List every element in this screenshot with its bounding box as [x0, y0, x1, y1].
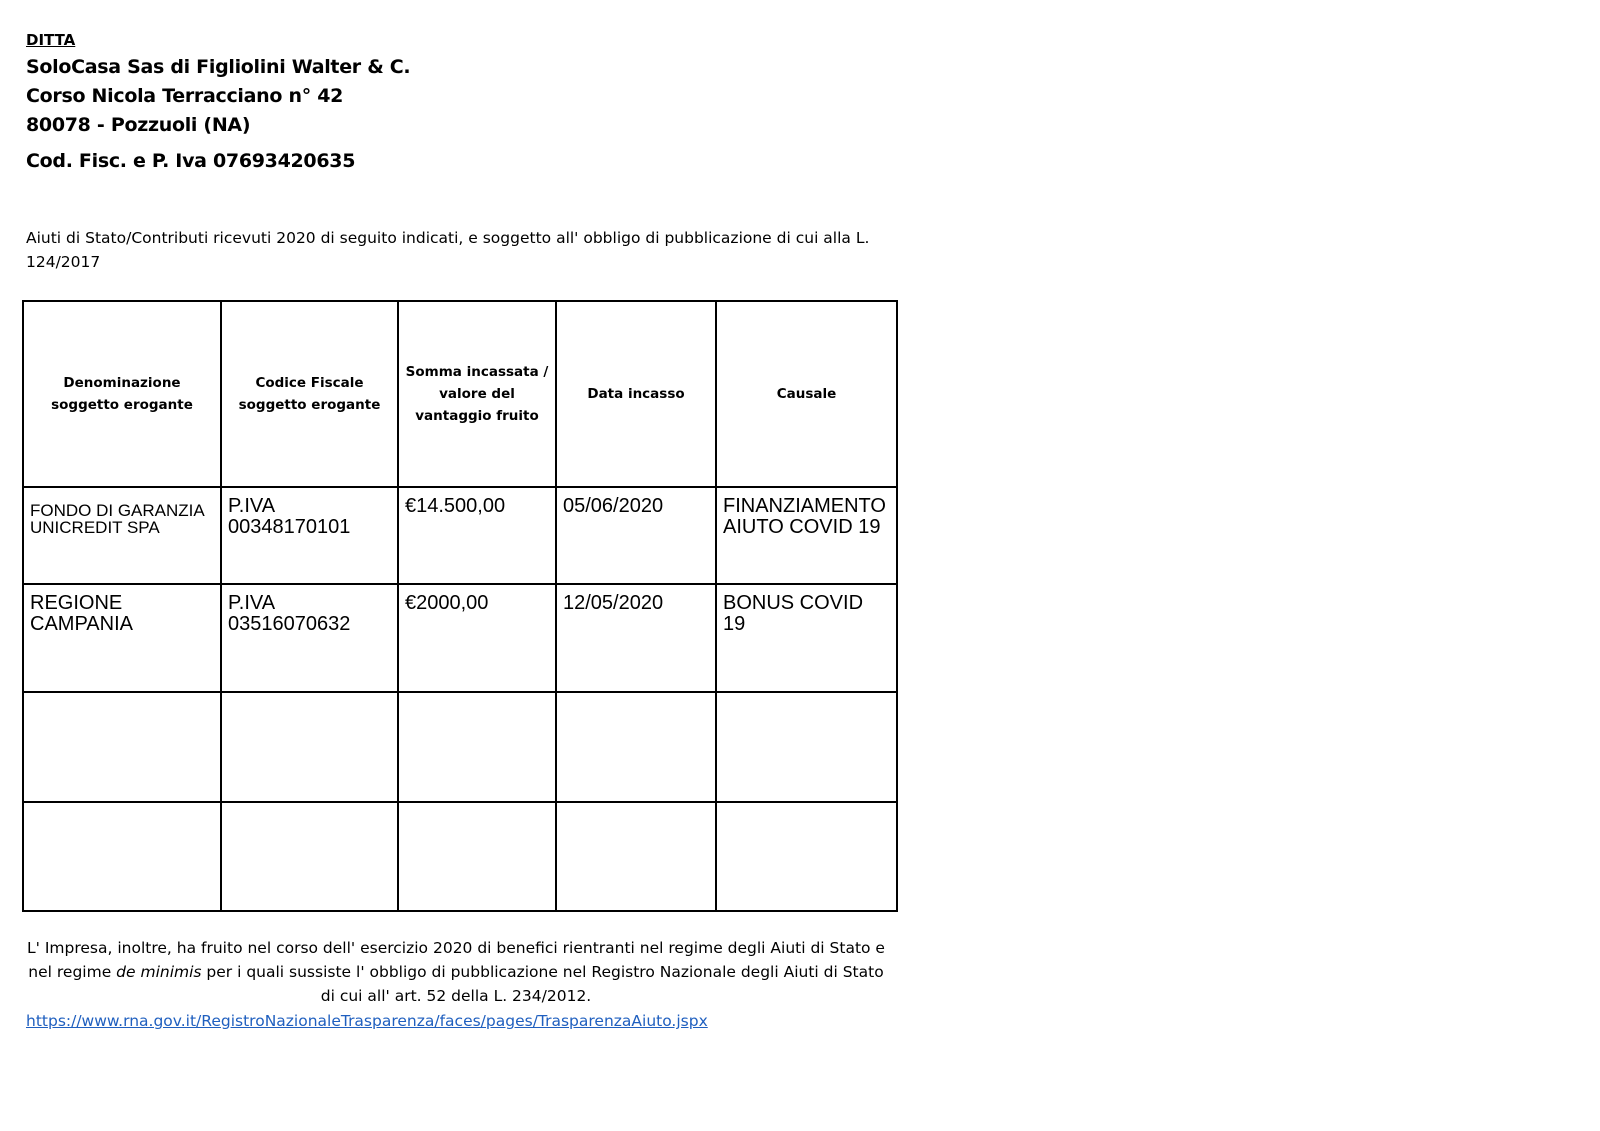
- header-somma-incassata: Somma incassata / valore del vantaggio fruito: [398, 301, 556, 487]
- company-name: SoloCasa Sas di Figliolini Walter & C.: [26, 56, 411, 78]
- cell-denominazione: [23, 802, 221, 911]
- header-denominazione: Denominazione soggetto erogante: [23, 301, 221, 487]
- header-codice-fiscale: Codice Fiscale soggetto erogante: [221, 301, 398, 487]
- intro-text: Aiuti di Stato/Contributi ricevuti 2020 di seguito indicati, e soggetto all' obbligo di pubblicazione di cui alla L. 124/2017: [26, 229, 870, 271]
- table-row: [23, 692, 897, 802]
- header-data-incasso: Data incasso: [556, 301, 716, 487]
- cell-data: 12/05/2020: [556, 584, 716, 692]
- cell-denominazione: FONDO DI GARANZIA UNICREDIT SPA: [23, 487, 221, 584]
- cell-codice-fiscale: P.IVA 00348170101: [221, 487, 398, 584]
- cell-somma: €2000,00: [398, 584, 556, 692]
- company-label: DITTA: [26, 31, 76, 49]
- footer-text-part1: L' Impresa, inoltre, ha fruito nel corso dell' esercizio 2020 di benefici rientranti nel regime degli Aiuti di Stato e nel regime: [27, 939, 885, 981]
- footer-text-part2: per i quali sussiste l' obbligo di pubblicazione nel Registro Nazionale degli Aiuti di Stato di cui all' art. 52 della L. 234/2012.: [201, 963, 884, 1005]
- table-row: [23, 487, 897, 584]
- header-causale: Causale: [716, 301, 897, 487]
- footer-text-italic: de minimis: [116, 963, 202, 981]
- cell-causale: BONUS COVID 19: [716, 584, 897, 692]
- table-header-row: [23, 301, 897, 487]
- cell-causale: [716, 692, 897, 802]
- table-row: [23, 584, 897, 692]
- cell-data: [556, 802, 716, 911]
- aid-table: [22, 300, 898, 912]
- cell-somma: €14.500,00: [398, 487, 556, 584]
- cell-denominazione: REGIONE CAMPANIA: [23, 584, 221, 692]
- cell-denominazione: [23, 692, 221, 802]
- cell-causale: FINANZIAMENTO AIUTO COVID 19: [716, 487, 897, 584]
- rna-registry-link[interactable]: https://www.rna.gov.it/RegistroNazionaleTrasparenza/faces/pages/TrasparenzaAiuto.jspx: [26, 1012, 708, 1030]
- cell-codice-fiscale: [221, 692, 398, 802]
- table-row: [23, 802, 897, 911]
- cell-data: 05/06/2020: [556, 487, 716, 584]
- cell-somma: [398, 802, 556, 911]
- cell-data: [556, 692, 716, 802]
- cell-codice-fiscale: [221, 802, 398, 911]
- company-address: Corso Nicola Terracciano n° 42: [26, 85, 344, 107]
- cell-codice-fiscale: P.IVA 03516070632: [221, 584, 398, 692]
- cell-causale: [716, 802, 897, 911]
- footer-note: [26, 936, 886, 1008]
- company-tax-id: Cod. Fisc. e P. Iva 07693420635: [26, 150, 356, 172]
- cell-somma: [398, 692, 556, 802]
- company-city: 80078 - Pozzuoli (NA): [26, 114, 251, 136]
